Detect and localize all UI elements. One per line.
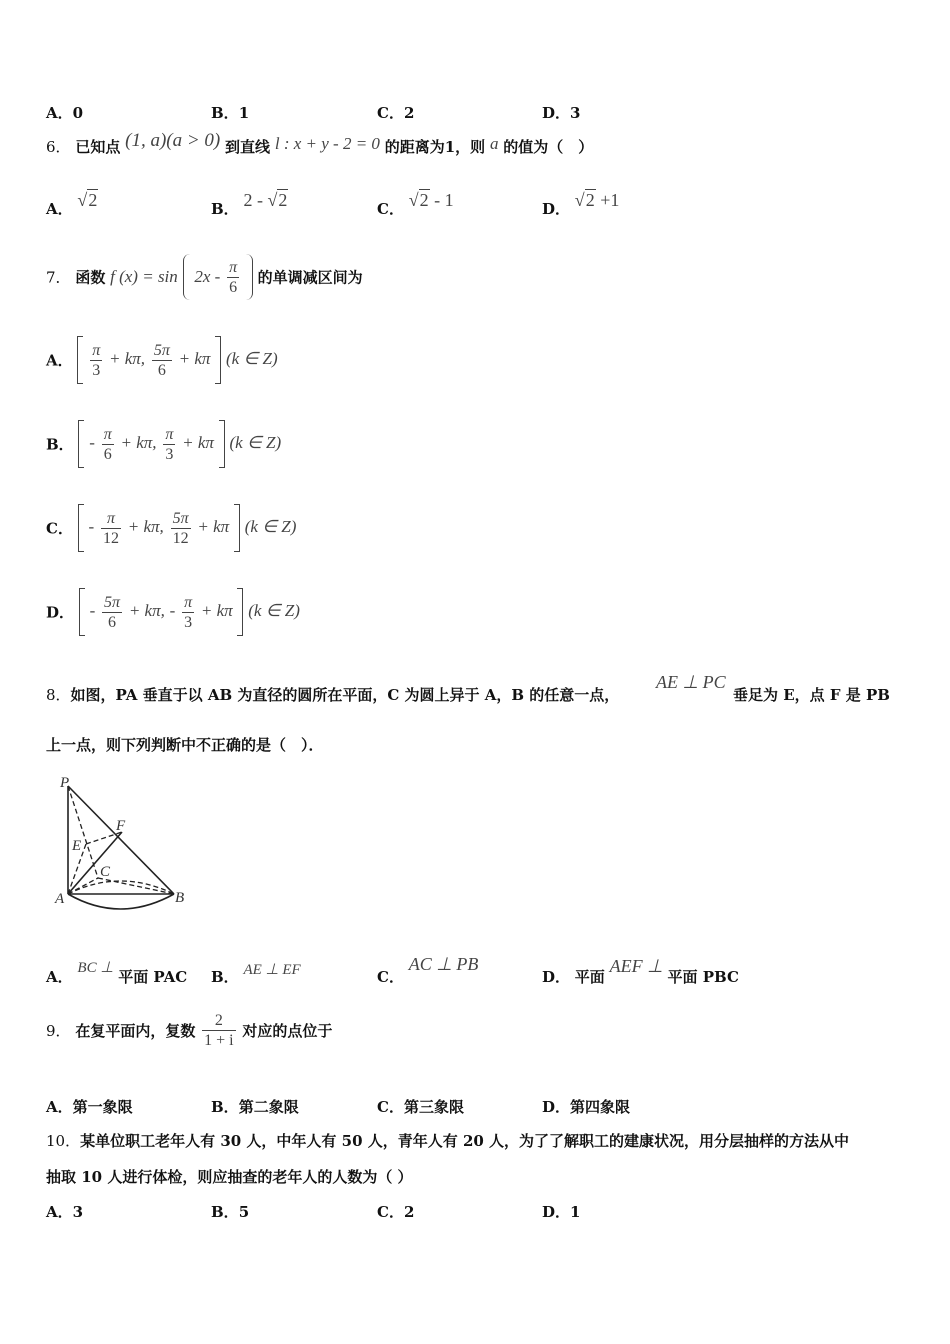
label-a: A <box>55 891 65 907</box>
q10-option-a: A．3 <box>46 1203 84 1221</box>
q7-option-c: C． - $\frac{\pi}{12}$ + kπ, $\frac{5\pi}{12}$ + kπ (k ∈ Z) <box>46 504 296 552</box>
q8-option-c: C． AC ⊥ PB <box>377 954 479 986</box>
q6-option-c: C． √2 - 1 <box>377 190 454 218</box>
q8-stem-line1b: 垂足为 E，点 F 是 PB <box>733 686 890 704</box>
q9-stem: 9． 在复平面内，复数 $\frac{2}{1 + i}$ 对应的点位于 <box>46 1012 333 1049</box>
q8-option-a: A． BC ⊥ 平面 PAC <box>46 960 188 986</box>
q8-stem-line2: 上一点，则下列判断中不正确的是（ ）． <box>46 736 324 754</box>
q9-option-b: B．第二象限 <box>211 1098 299 1116</box>
q8-figure <box>50 770 200 920</box>
q9-option-c: C．第三象限 <box>377 1098 464 1116</box>
edge-ac <box>68 878 98 894</box>
q9-option-a: A．第一象限 <box>46 1098 133 1116</box>
circle-back-arc <box>68 881 174 894</box>
q7-option-b: B． - $\frac{\pi}{6}$ + kπ, $\frac{\pi}{3}$ + kπ (k ∈ Z) <box>46 420 281 468</box>
q9-option-d: D．第四象限 <box>542 1098 631 1116</box>
q10-option-b: B．5 <box>211 1203 250 1221</box>
q7-option-a: A． $\frac{\pi}{3}$ + kπ, $\frac{5\pi}{6}$ + kπ (k ∈ Z) <box>46 336 278 384</box>
edge-cb <box>98 878 174 894</box>
q10-option-c: C．2 <box>377 1203 415 1221</box>
q8-option-d: D． 平面 AEF ⊥ 平面 PBC <box>542 956 739 986</box>
q7-stem: 7． 函数 f (x) = sin 2x - $\frac{\pi}{6}$ 的单调减区间为 <box>46 254 363 300</box>
label-e: E <box>72 838 82 854</box>
q8-math-ae-pc: AE ⊥ PC <box>656 672 726 692</box>
q5-option-d: D．3 <box>542 104 581 122</box>
label-b: B <box>175 890 185 906</box>
circle-front-arc <box>68 894 174 909</box>
q5-option-c: C．2 <box>377 104 415 122</box>
edge-pb <box>68 786 174 894</box>
q8-stem-line1: 8．如图，PA 垂直于以 AB 为直径的圆所在平面，C 为圆上异于 A，B 的任意一点， <box>46 686 620 704</box>
q6-option-b: B． 2 - √2 <box>211 190 288 218</box>
q5-option-a: A．0 <box>46 104 84 122</box>
edge-pc <box>68 786 98 878</box>
q8-option-b: B． AE ⊥ EF <box>211 962 301 986</box>
q6-option-d: D． √2 +1 <box>542 190 620 218</box>
label-f: F <box>116 818 126 834</box>
q10-option-d: D．1 <box>542 1203 581 1221</box>
q7-option-d: D． - $\frac{5\pi}{6}$ + kπ, - $\frac{\pi}{3}$ + kπ (k ∈ Z) <box>46 588 300 636</box>
q6-stem: 6． 已知点 (1, a)(a > 0) 到直线 l : x + y - 2 = 0 的距离为1，则 a 的值为（ ） <box>46 130 594 156</box>
q6-option-a: A． √2 <box>46 190 98 218</box>
q10-stem-line2: 抽取 10 人进行体检，则应抽查的老年人的人数为（ ） <box>46 1168 413 1186</box>
q5-option-b: B．1 <box>211 104 250 122</box>
label-p: P <box>60 775 70 791</box>
q10-stem-line1: 10．某单位职工老年人有 30 人，中年人有 50 人，青年人有 20 人，为了了解职工的建康状况，用分层抽样的方法从中 <box>46 1132 850 1150</box>
label-c: C <box>100 864 111 880</box>
